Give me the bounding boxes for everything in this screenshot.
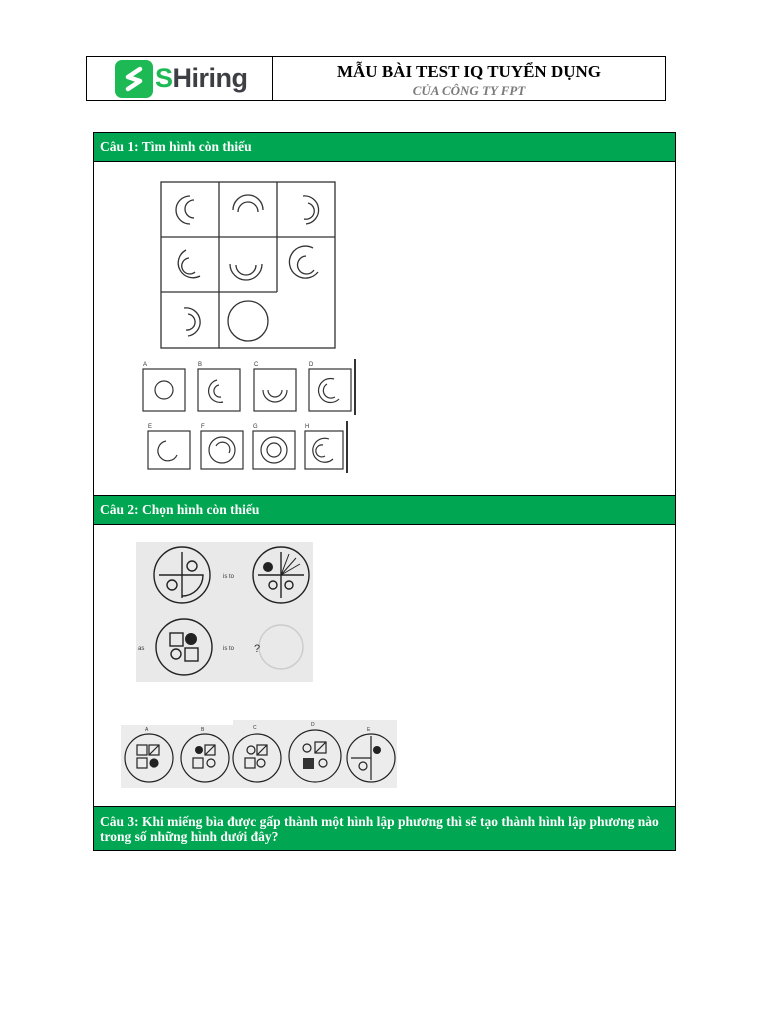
question-2-options-figure [121,720,397,790]
shiring-logo-icon [115,60,153,98]
q1-option-b-label: B [198,362,203,368]
q2-is-to-label-2: is to [223,646,235,652]
question-2-analogy-figure [136,542,313,682]
q1-option-c-label: C [254,362,259,368]
document-title: MẪU BÀI TEST IQ TUYỂN DỤNG [336,62,602,81]
q2-is-to-label-1: is to [223,574,235,580]
q1-option-d-label: D [309,362,314,368]
q1-option-h-label: H [305,424,310,430]
q2-as-label: as [138,646,145,652]
question-1-options-figure [139,357,359,477]
questions-table [93,132,676,851]
question-3-heading: Câu 3: Khi miếng bìa được gấp thành một hình lập phương thì sẽ tạo thành hình lập phương nào trong số những hình dưới đây? [94,807,675,850]
header-title-cell [273,57,665,100]
document-header [86,56,666,101]
question-1-heading: Câu 1: Tìm hình còn thiếu [94,133,675,162]
question-1-body [94,162,675,496]
q1-option-a-label: A [143,362,148,368]
question-1-matrix-figure [158,172,343,352]
question-2-body [94,525,675,807]
document-subtitle: CỦA CÔNG TY FPT [412,83,526,98]
question-2-heading: Câu 2: Chọn hình còn thiếu [94,496,675,525]
q1-option-f-label: F [201,424,205,430]
q2-question-mark: ? [254,643,261,655]
logo-text: SHiring [155,63,248,93]
q2-option-a-label: A [145,727,149,733]
q2-option-b-label: B [201,727,205,733]
q2-option-e-label: E [367,727,371,733]
logo [87,57,273,100]
q1-option-g-label: G [253,424,258,430]
q2-option-c-label: C [253,725,257,731]
q2-option-d-label: D [311,722,315,728]
q1-option-e-label: E [148,424,153,430]
